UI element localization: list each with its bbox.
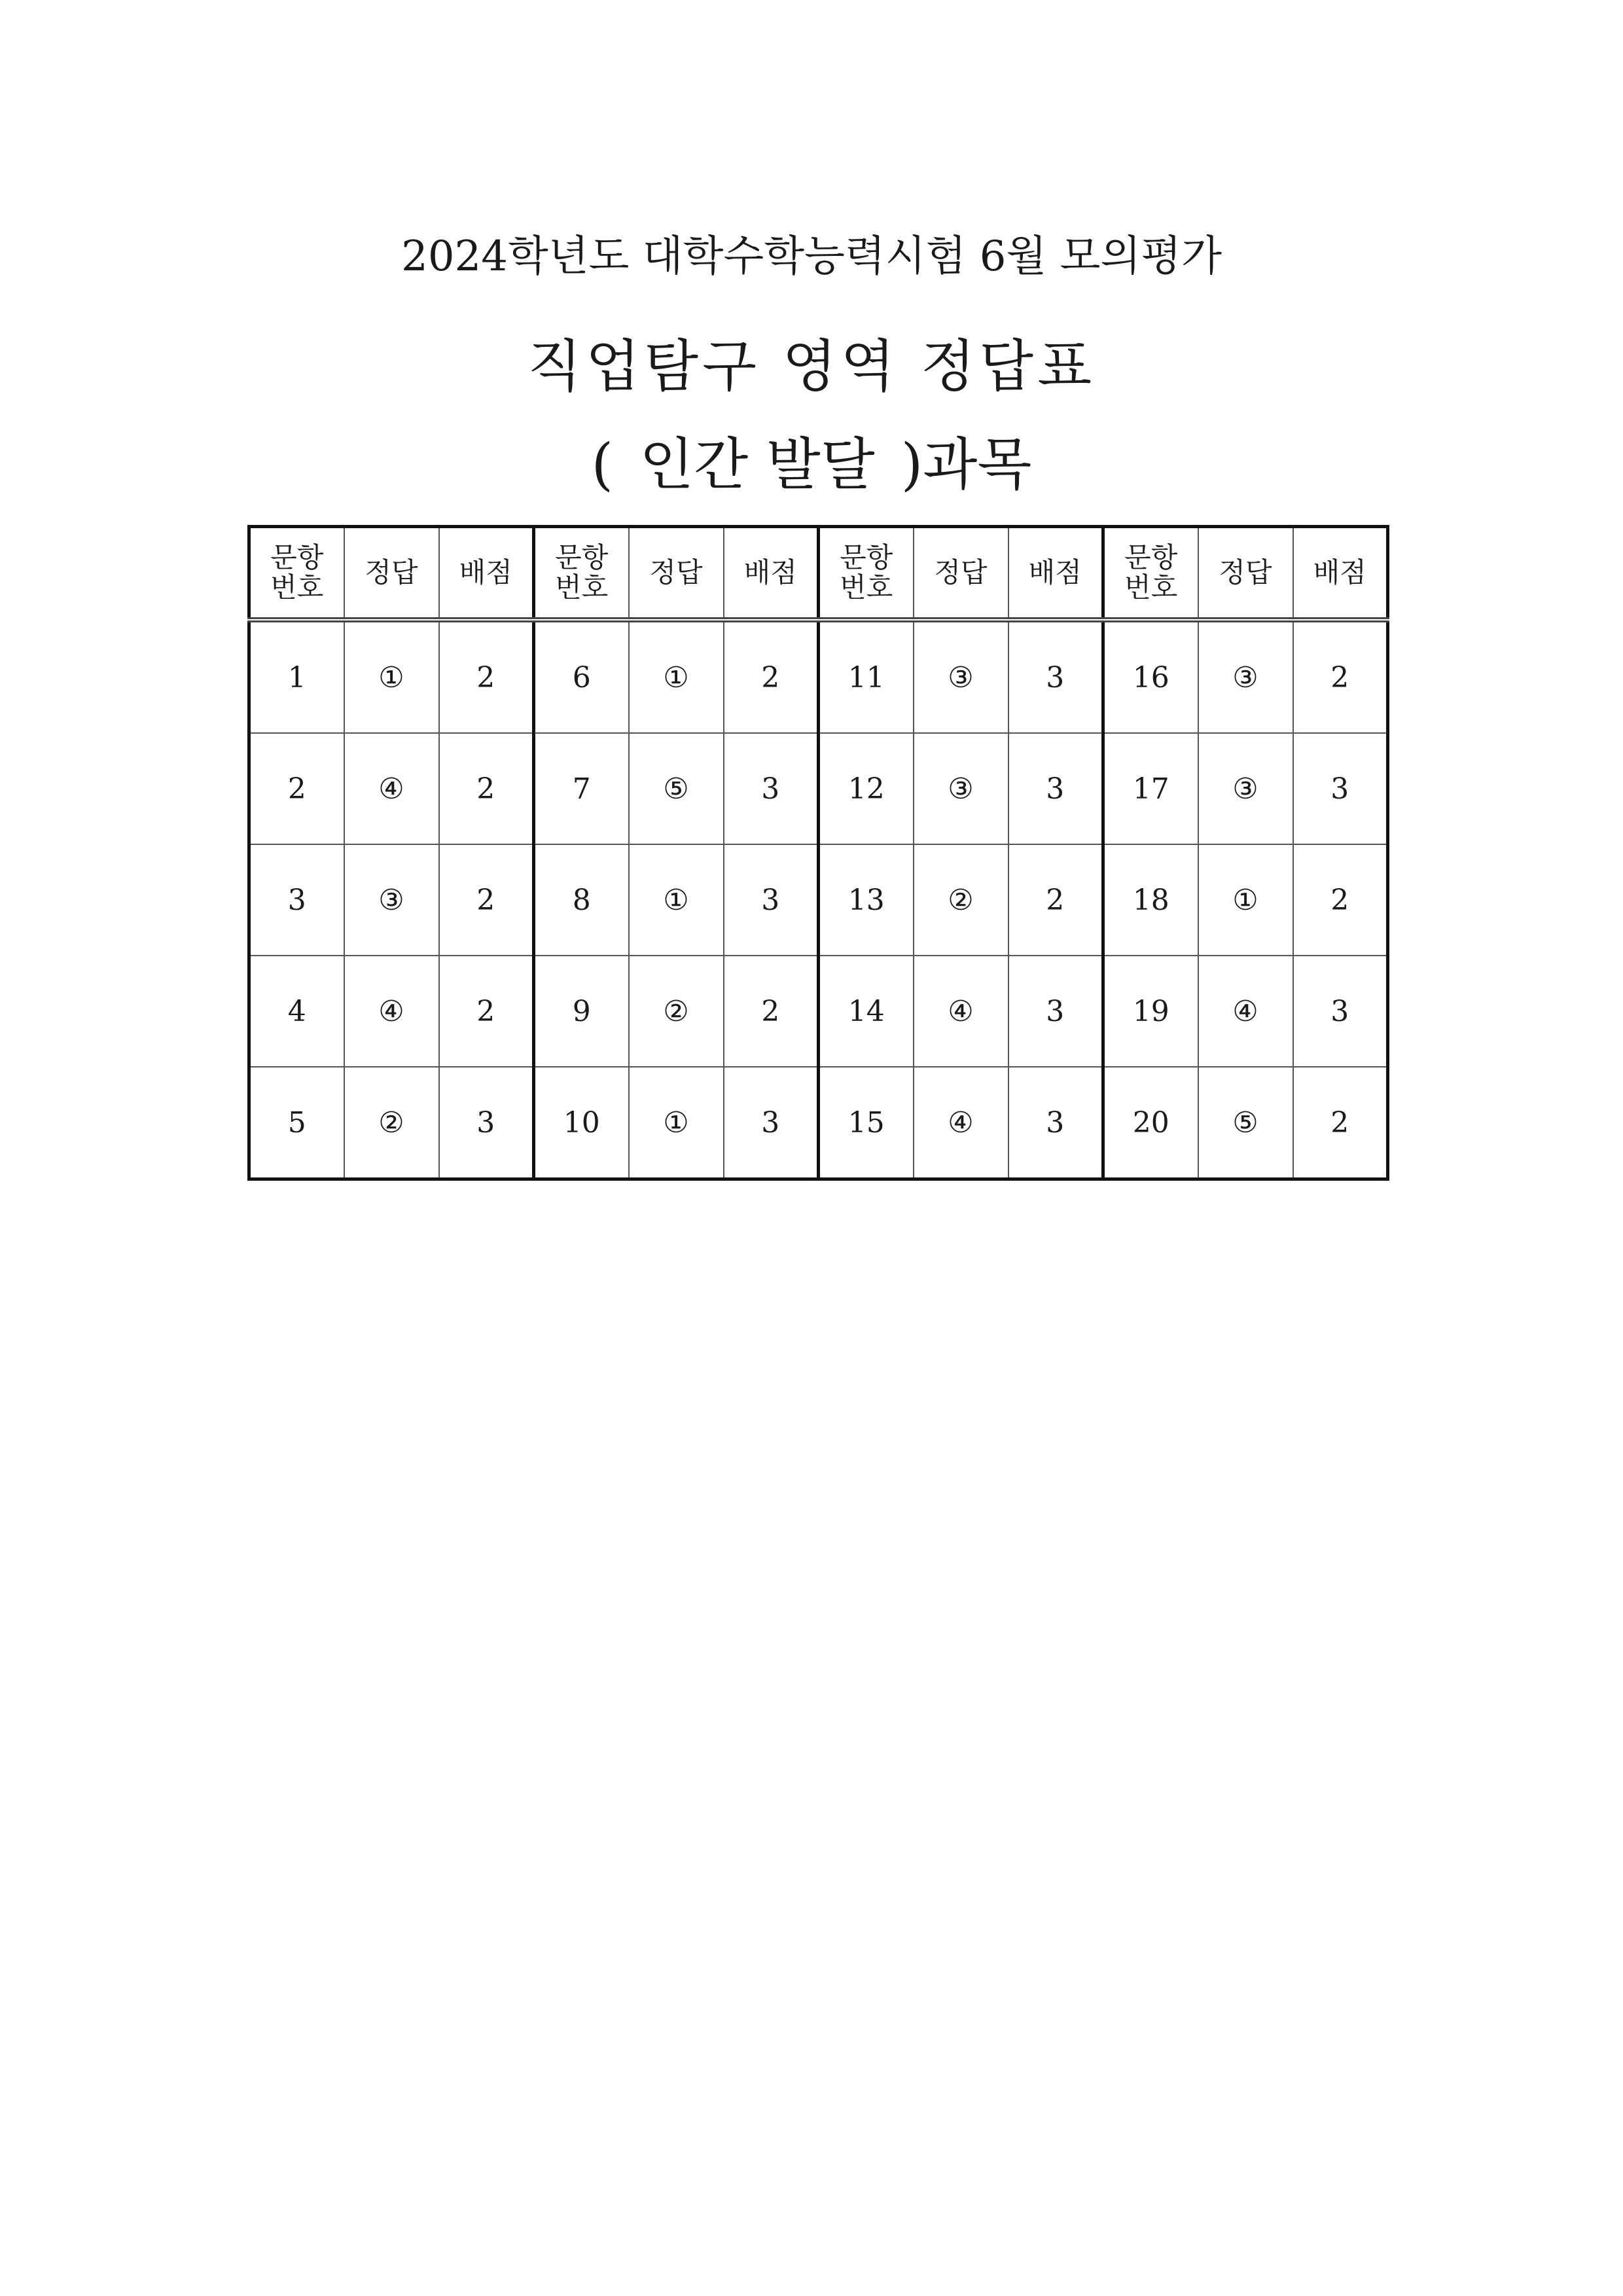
question-number-cell: 11 xyxy=(819,620,914,733)
question-number-cell: 7 xyxy=(534,733,629,844)
score-cell: 2 xyxy=(1293,1067,1388,1179)
score-cell: 2 xyxy=(724,620,819,733)
question-number-cell: 12 xyxy=(819,733,914,844)
answer-cell: ⑤ xyxy=(1198,1067,1293,1179)
question-number-cell: 5 xyxy=(249,1067,344,1179)
score-cell: 3 xyxy=(1008,956,1103,1067)
answer-cell: ④ xyxy=(344,733,439,844)
header-answer: 정답 xyxy=(344,527,439,620)
score-cell: 3 xyxy=(439,1067,534,1179)
header-question-number: 문항 번호 xyxy=(249,527,344,620)
answer-cell: ⑤ xyxy=(629,733,724,844)
score-cell: 3 xyxy=(1008,733,1103,844)
score-cell: 3 xyxy=(1008,1067,1103,1179)
score-cell: 2 xyxy=(1008,844,1103,956)
answer-cell: ④ xyxy=(344,956,439,1067)
question-number-cell: 6 xyxy=(534,620,629,733)
answer-cell: ④ xyxy=(914,956,1008,1067)
question-number-cell: 13 xyxy=(819,844,914,956)
answer-table xyxy=(247,525,1389,1181)
score-cell: 3 xyxy=(1008,620,1103,733)
exam-title: 2024학년도 대학수학능력시험 6월 모의평가 xyxy=(401,232,1222,281)
answer-cell: ② xyxy=(914,844,1008,956)
answer-cell: ③ xyxy=(1198,620,1293,733)
question-number-cell: 8 xyxy=(534,844,629,956)
answer-cell: ① xyxy=(1198,844,1293,956)
question-number-cell: 16 xyxy=(1103,620,1198,733)
score-cell: 3 xyxy=(724,844,819,956)
header-answer: 정답 xyxy=(1198,527,1293,620)
question-number-cell: 17 xyxy=(1103,733,1198,844)
section-title: 직업탐구 영역 정답표 xyxy=(527,334,1096,399)
header-question-number: 문항 번호 xyxy=(534,527,629,620)
question-number-cell: 3 xyxy=(249,844,344,956)
answer-cell: ② xyxy=(629,956,724,1067)
header-score: 배점 xyxy=(439,527,534,620)
answer-cell: ④ xyxy=(914,1067,1008,1179)
answer-cell: ② xyxy=(344,1067,439,1179)
header-answer: 정답 xyxy=(914,527,1008,620)
answer-cell: ③ xyxy=(914,620,1008,733)
answer-cell: ① xyxy=(344,620,439,733)
header-score: 배점 xyxy=(724,527,819,620)
answer-cell: ① xyxy=(629,1067,724,1179)
score-cell: 3 xyxy=(1293,956,1388,1067)
question-number-cell: 14 xyxy=(819,956,914,1067)
question-number-cell: 2 xyxy=(249,733,344,844)
answer-cell: ③ xyxy=(344,844,439,956)
score-cell: 2 xyxy=(439,733,534,844)
subject-open-paren: ( xyxy=(591,432,614,497)
question-number-cell: 9 xyxy=(534,956,629,1067)
question-number-cell: 10 xyxy=(534,1067,629,1179)
header-question-number: 문항 번호 xyxy=(819,527,914,620)
answer-cell: ① xyxy=(629,620,724,733)
header-question-number: 문항 번호 xyxy=(1103,527,1198,620)
answer-cell: ① xyxy=(629,844,724,956)
table-row xyxy=(249,620,1388,733)
score-cell: 2 xyxy=(1293,620,1388,733)
header-score: 배점 xyxy=(1293,527,1388,620)
score-cell: 3 xyxy=(1293,733,1388,844)
table-row xyxy=(249,733,1388,844)
score-cell: 3 xyxy=(724,733,819,844)
score-cell: 2 xyxy=(439,620,534,733)
header-answer: 정답 xyxy=(629,527,724,620)
score-cell: 2 xyxy=(439,956,534,1067)
score-cell: 2 xyxy=(1293,844,1388,956)
answer-cell: ③ xyxy=(914,733,1008,844)
question-number-cell: 4 xyxy=(249,956,344,1067)
subject-line xyxy=(0,419,1623,500)
answer-cell: ③ xyxy=(1198,733,1293,844)
subject-suffix: )과목 xyxy=(901,432,1032,497)
table-row xyxy=(249,844,1388,956)
table-header-row xyxy=(249,527,1388,620)
question-number-cell: 20 xyxy=(1103,1067,1198,1179)
header-score: 배점 xyxy=(1008,527,1103,620)
score-cell: 2 xyxy=(439,844,534,956)
subject-name: 인간 발달 xyxy=(639,432,875,497)
question-number-cell: 1 xyxy=(249,620,344,733)
question-number-cell: 19 xyxy=(1103,956,1198,1067)
table-row xyxy=(249,956,1388,1067)
answer-cell: ④ xyxy=(1198,956,1293,1067)
score-cell: 3 xyxy=(724,1067,819,1179)
table-row xyxy=(249,1067,1388,1179)
question-number-cell: 18 xyxy=(1103,844,1198,956)
score-cell: 2 xyxy=(724,956,819,1067)
question-number-cell: 15 xyxy=(819,1067,914,1179)
